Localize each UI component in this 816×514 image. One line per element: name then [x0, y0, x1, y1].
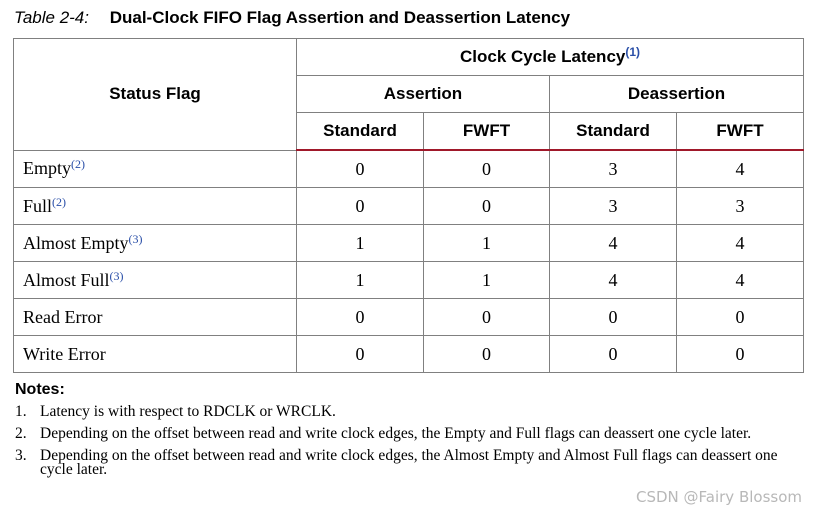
table-cell: 0 [424, 150, 550, 188]
footnote-ref[interactable]: (1) [625, 45, 641, 59]
flag-name: Almost Full$^{(3)}$ [14, 262, 297, 299]
table-cell: 0 [424, 299, 550, 336]
assertion-standard-header: Standard [297, 113, 424, 151]
flag-name: Almost Empty$^{(3)}$ [14, 225, 297, 262]
table-cell: 0 [550, 299, 677, 336]
table-cell: 0 [297, 188, 424, 225]
note-number: 3. [15, 447, 27, 464]
table-cell: 4 [677, 262, 804, 299]
note-item [15, 449, 805, 477]
table-cell: 3 [677, 188, 804, 225]
table-cell: 3 [550, 150, 677, 188]
table-cell: 4 [550, 262, 677, 299]
flag-name: Write Error [14, 336, 297, 373]
deassertion-fwft-header: FWFT [677, 113, 804, 151]
note-text: Depending on the offset between read and write clock edges, the Empty and Full flags can deassert one cycle later. [40, 425, 752, 442]
flag-name: Read Error [14, 299, 297, 336]
table-row [14, 225, 804, 262]
notes-section [15, 381, 805, 485]
note-text: Depending on the offset between read and write clock edges, the Almost Empty and Almost Full flags can deassert one cycle later. [40, 447, 778, 478]
flag-name: Empty$^{(2)}$ [14, 150, 297, 188]
table-cell: 4 [677, 150, 804, 188]
note-number: 2. [15, 425, 27, 442]
footnote-ref[interactable]: (2) [71, 157, 85, 172]
table-cell: 1 [297, 262, 424, 299]
footnote-ref[interactable]: (2) [52, 194, 67, 209]
table-row [14, 262, 804, 299]
table-cell: 3 [550, 188, 677, 225]
table-cell: 0 [297, 150, 424, 188]
table-row [14, 299, 804, 336]
latency-table [13, 38, 804, 373]
table-caption [14, 8, 570, 28]
watermark: CSDN @Fairy Blossom [635, 488, 802, 506]
table-cell: 0 [424, 336, 550, 373]
table-row [14, 188, 804, 225]
note-item [15, 405, 805, 419]
table-cell: 1 [297, 225, 424, 262]
note-item [15, 427, 805, 441]
deassertion-standard-header: Standard [550, 113, 677, 151]
footnote-ref[interactable]: (3) [109, 268, 124, 283]
assertion-fwft-header: FWFT [424, 113, 550, 151]
table-cell: 0 [424, 188, 550, 225]
notes-title: Notes: [15, 381, 65, 398]
deassertion-header: Deassertion [550, 76, 804, 113]
clock-cycle-latency-header: Clock Cycle Latency$^{(1)}$ [297, 39, 804, 76]
table-cell: 0 [677, 299, 804, 336]
table-cell: 0 [677, 336, 804, 373]
table-cell: 0 [297, 336, 424, 373]
status-flag-header: Status Flag [14, 39, 297, 151]
table-cell: 4 [677, 225, 804, 262]
flag-name: Full$^{(2)}$ [14, 188, 297, 225]
table-title: Dual-Clock FIFO Flag Assertion and Deassertion Latency [109, 8, 571, 27]
table-row [14, 150, 804, 188]
table-number: Table 2-4: [14, 8, 89, 27]
table-cell: 1 [424, 262, 550, 299]
table-cell: 1 [424, 225, 550, 262]
table-cell: 0 [297, 299, 424, 336]
note-text: Latency is with respect to RDCLK or WRCLK. [40, 403, 336, 420]
note-number: 1. [15, 403, 27, 420]
assertion-header: Assertion [297, 76, 550, 113]
table-cell: 4 [550, 225, 677, 262]
table-row [14, 336, 804, 373]
footnote-ref[interactable]: (3) [128, 231, 143, 246]
table-cell: 0 [550, 336, 677, 373]
